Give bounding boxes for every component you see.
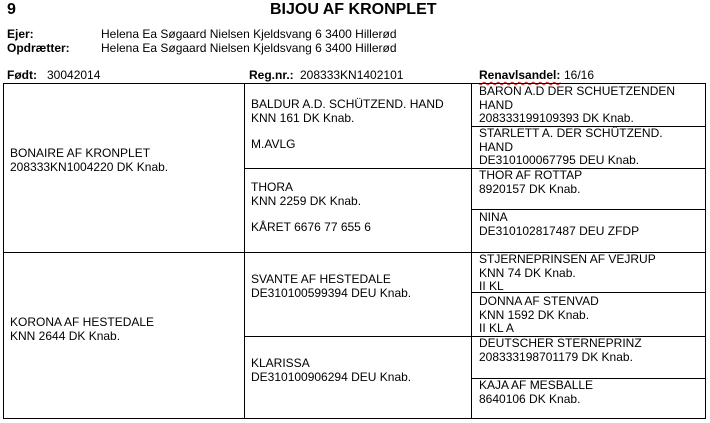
- ggp-line: BARON A.D DER SCHUETZENDEN: [479, 84, 676, 98]
- ggp-cell-5: [479, 253, 656, 294]
- ggp-line: HAND: [479, 97, 514, 112]
- dam-sire-reg: DE310100599394 DEU Knab.: [251, 285, 412, 300]
- ggp-cell-4: [479, 211, 639, 238]
- ggp-line: THOR AF ROTTAP: [479, 168, 583, 182]
- ggp-line: 8920157 DK Knab.: [479, 181, 581, 196]
- ggp-line: STARLETT A. DER SCHÜTZEND.: [479, 126, 663, 140]
- born-value: 30042014: [47, 68, 101, 82]
- reg-value: 208333KN1402101: [300, 68, 404, 82]
- ggp-line: 208333199109393 DK Knab.: [479, 111, 634, 125]
- born-label: Født:: [7, 68, 37, 82]
- purity-value: 16/16: [564, 68, 595, 82]
- sire-dam-reg: KNN 2259 DK Knab.: [251, 193, 362, 208]
- dam-dam-reg: DE310100906294 DEU Knab.: [251, 369, 412, 384]
- sire-reg: 208333KN1004220 DK Knab.: [10, 159, 169, 174]
- ggp-line: DE310102817487 DEU ZFDP: [479, 223, 640, 238]
- ggp-cell-3: [479, 169, 582, 196]
- ggp-cell-1: [479, 85, 675, 126]
- breeder-value: Helena Ea Søgaard Nielsen Kjeldsvang 6 3400 Hillerød: [101, 41, 397, 55]
- ggp-cell-8: [479, 379, 593, 406]
- owner-value: Helena Ea Søgaard Nielsen Kjeldsvang 6 3400 Hillerød: [101, 27, 397, 41]
- ggp-line: KAJA AF MESBALLE: [479, 378, 594, 392]
- sire-name: BONAIRE AF KRONPLET: [10, 146, 151, 160]
- ggp-line: DONNA AF STENVAD: [479, 294, 599, 308]
- ggp-line: HAND: [479, 139, 514, 154]
- owner-label: Ejer:: [7, 27, 34, 41]
- dam-sire-name: SVANTE AF HESTEDALE: [251, 272, 391, 286]
- sire-dam-name: THORA: [251, 180, 293, 194]
- pedigree-table: [3, 83, 706, 419]
- page-title: BIJOU AF KRONPLET: [270, 1, 437, 18]
- sire-sire-name: BALDUR A.D. SCHÜTZEND. HAND: [251, 97, 444, 111]
- reg-label: Reg.nr.:: [249, 68, 294, 82]
- ggp-line: DE310100067795 DEU Knab.: [479, 153, 640, 167]
- grid-line: [244, 84, 245, 418]
- ggp-cell-6: [479, 295, 599, 336]
- sire-sire-extra: M.AVLG: [251, 137, 296, 151]
- dam-cell: [10, 316, 154, 343]
- dam-dam-cell: [251, 357, 411, 384]
- ggp-line: 208333198701179 DK Knab.: [479, 349, 633, 364]
- ggp-line: II KL A: [479, 321, 514, 335]
- purity-label: Renavlsandel:: [479, 68, 561, 82]
- ggp-cell-2: [479, 127, 663, 168]
- ggp-line: STJERNEPRINSEN AF VEJRUP: [479, 252, 656, 266]
- ggp-line: NINA: [479, 210, 508, 224]
- sire-sire-reg: KNN 161 DK Knab.: [251, 110, 355, 125]
- dam-name: KORONA AF HESTEDALE: [10, 315, 155, 329]
- grid-line: [471, 84, 472, 418]
- ggp-line: 8640106 DK Knab.: [479, 391, 581, 406]
- ggp-line: DEUTSCHER STERNEPRINZ: [479, 336, 642, 350]
- dam-sire-cell: [251, 273, 411, 300]
- ggp-cell-7: [479, 337, 642, 364]
- dam-dam-name: KLARISSA: [251, 356, 310, 370]
- grid-line: [244, 168, 705, 169]
- ggp-line: II KL: [479, 279, 504, 293]
- page-number: 9: [7, 1, 16, 18]
- breeder-label: Opdrætter:: [7, 41, 70, 55]
- sire-sire-cell: [251, 98, 444, 152]
- sire-dam-cell: [251, 181, 371, 235]
- sire-dam-extra: KÅRET 6676 77 655 6: [251, 220, 371, 234]
- ggp-line: KNN 74 DK Knab.: [479, 265, 576, 280]
- sire-cell: [10, 147, 168, 174]
- dam-reg: KNN 2644 DK Knab.: [10, 328, 121, 343]
- ggp-line: KNN 1592 DK Knab.: [479, 307, 590, 322]
